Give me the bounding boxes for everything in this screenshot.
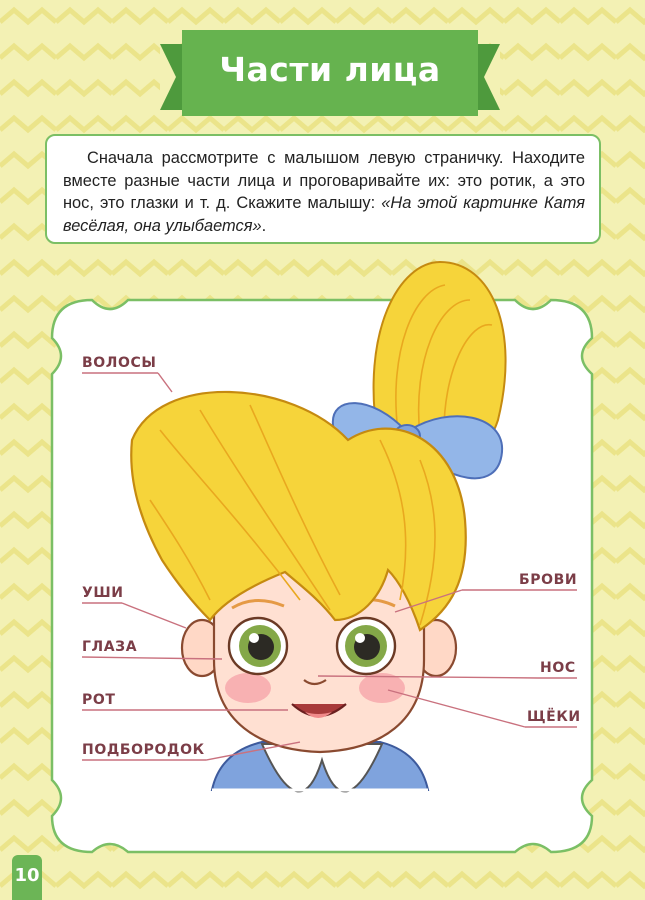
right-eye-icon xyxy=(337,618,395,674)
label-chin: ПОДБОРОДОК xyxy=(82,742,205,758)
left-eye-icon xyxy=(229,618,287,674)
instruction-text: Сначала рассмотрите с малышом левую страничку. Находите вместе разные части лица и проговаривайте их: это ротик, а это нос, это глазки и т. д. Скажите малышу: xyxy=(63,149,585,212)
label-nose: НОС xyxy=(540,660,576,676)
label-ears: УШИ xyxy=(82,585,124,601)
page-number: 10 xyxy=(14,865,40,886)
page-title: Части лица xyxy=(219,50,441,89)
label-brows: БРОВИ xyxy=(519,572,578,588)
instruction-quote: «На этой картинке Катя весёлая, она улыбается» xyxy=(63,194,585,235)
label-hair: ВОЛОСЫ xyxy=(82,355,157,371)
label-mouth: РОТ xyxy=(82,692,116,708)
instruction-end: . xyxy=(261,216,267,235)
label-cheeks: ЩЁКИ xyxy=(527,709,581,725)
page-number-tab xyxy=(12,855,42,900)
label-eyes: ГЛАЗА xyxy=(82,639,138,655)
